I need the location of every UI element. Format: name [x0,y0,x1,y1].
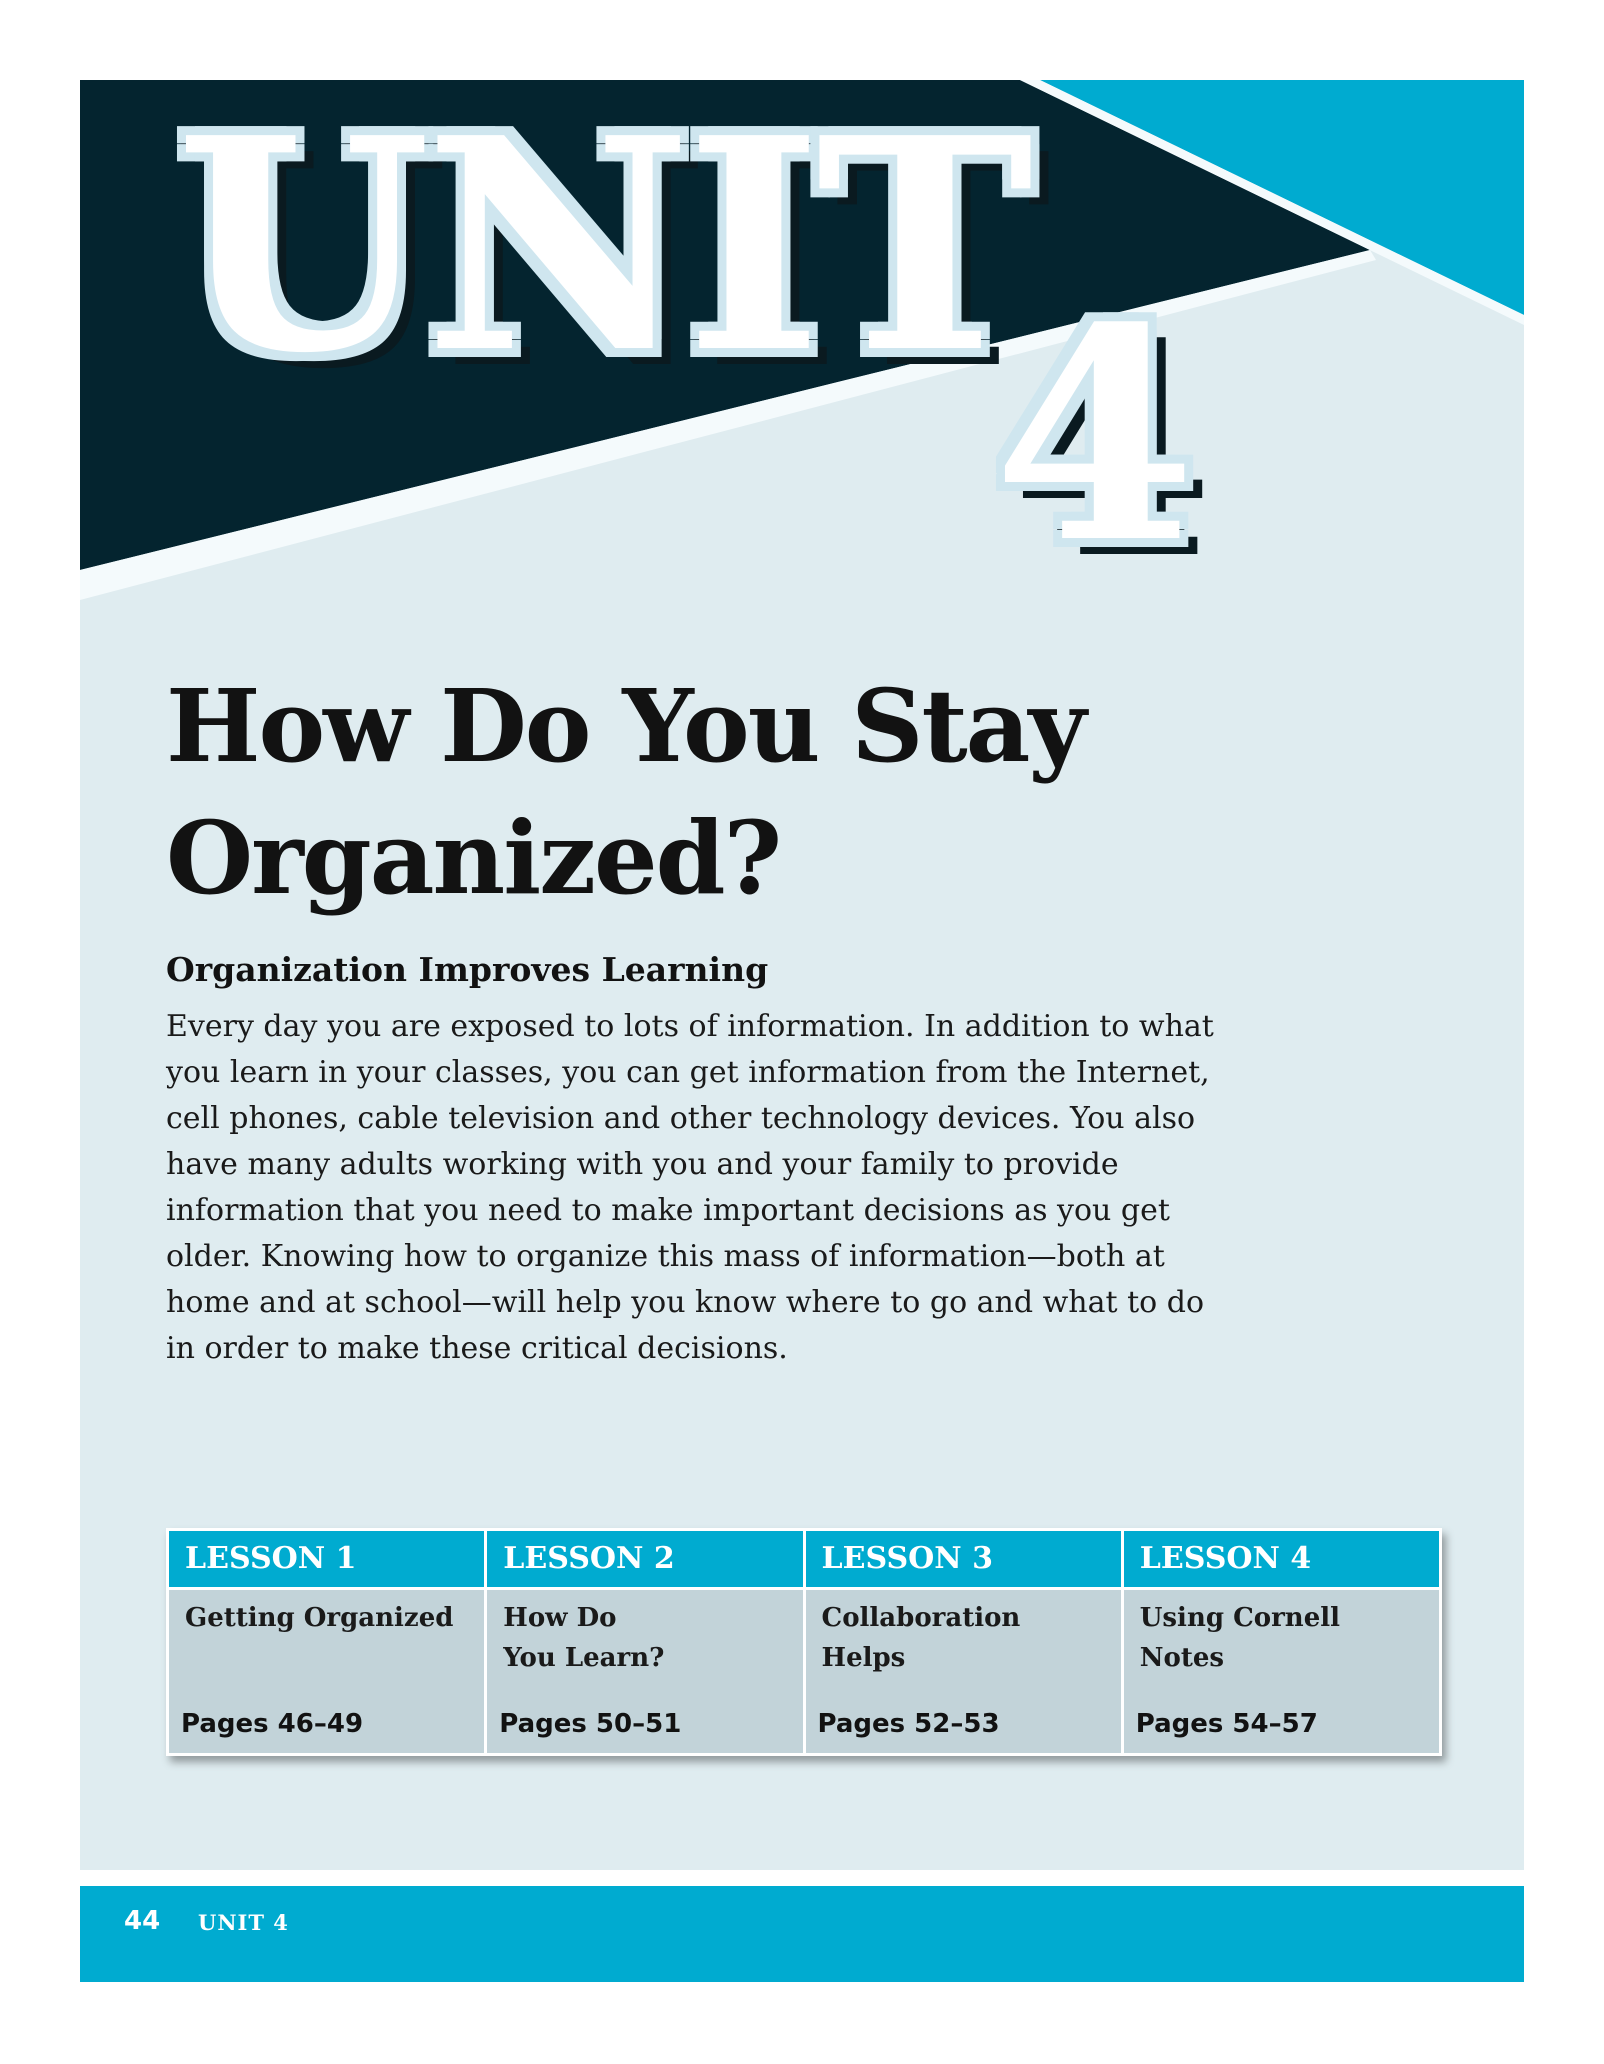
footer-bar [80,1886,1524,1982]
lesson-card-3 [806,1531,1124,1753]
footer-unit-label: UNIT 4 [198,1910,289,1935]
lesson-label: LESSON 4 [1124,1531,1439,1590]
lessons-table [166,1528,1442,1756]
lesson-pages: Pages 46–49 [181,1709,364,1739]
lesson-pages: Pages 52–53 [817,1709,1000,1739]
lesson-label: LESSON 1 [169,1531,484,1590]
lesson-title: Using Cornell Notes [1139,1603,1341,1673]
unit-word: UNIT [176,80,1028,417]
lesson-title: How Do You Learn? [503,1603,665,1673]
unit-number: 4 [993,264,1197,607]
section-heading: Organization Improves Learning [166,950,769,989]
lesson-title: Collaboration Helps [821,1603,1021,1673]
lesson-card-2 [487,1531,805,1753]
lesson-label: LESSON 3 [806,1531,1121,1590]
lesson-card-1 [169,1531,487,1753]
lesson-card-4 [1124,1531,1439,1753]
page-title [166,660,1316,924]
page-panel [80,80,1524,1870]
page-number: 44 [124,1906,161,1936]
title-line-1: How Do You Stay [166,667,1085,785]
lesson-label: LESSON 2 [487,1531,802,1590]
lesson-title: Getting Organized [185,1603,454,1633]
lesson-pages: Pages 50–51 [499,1709,682,1739]
lesson-pages: Pages 54–57 [1135,1709,1318,1739]
section-body: Every day you are exposed to lots of information. In addition to what you learn in your classes, you can get information from the Internet, cell phones, cable television and other technology devices. You also have many adults working with you and your family to provide information that you need to make important decisions as you get older. Knowing how to organize this mass of information—both at home and at school—will help you know where to go and what to do in order to make these critical decisions. [166,1009,1214,1366]
title-line-2: Organized? [166,799,781,917]
